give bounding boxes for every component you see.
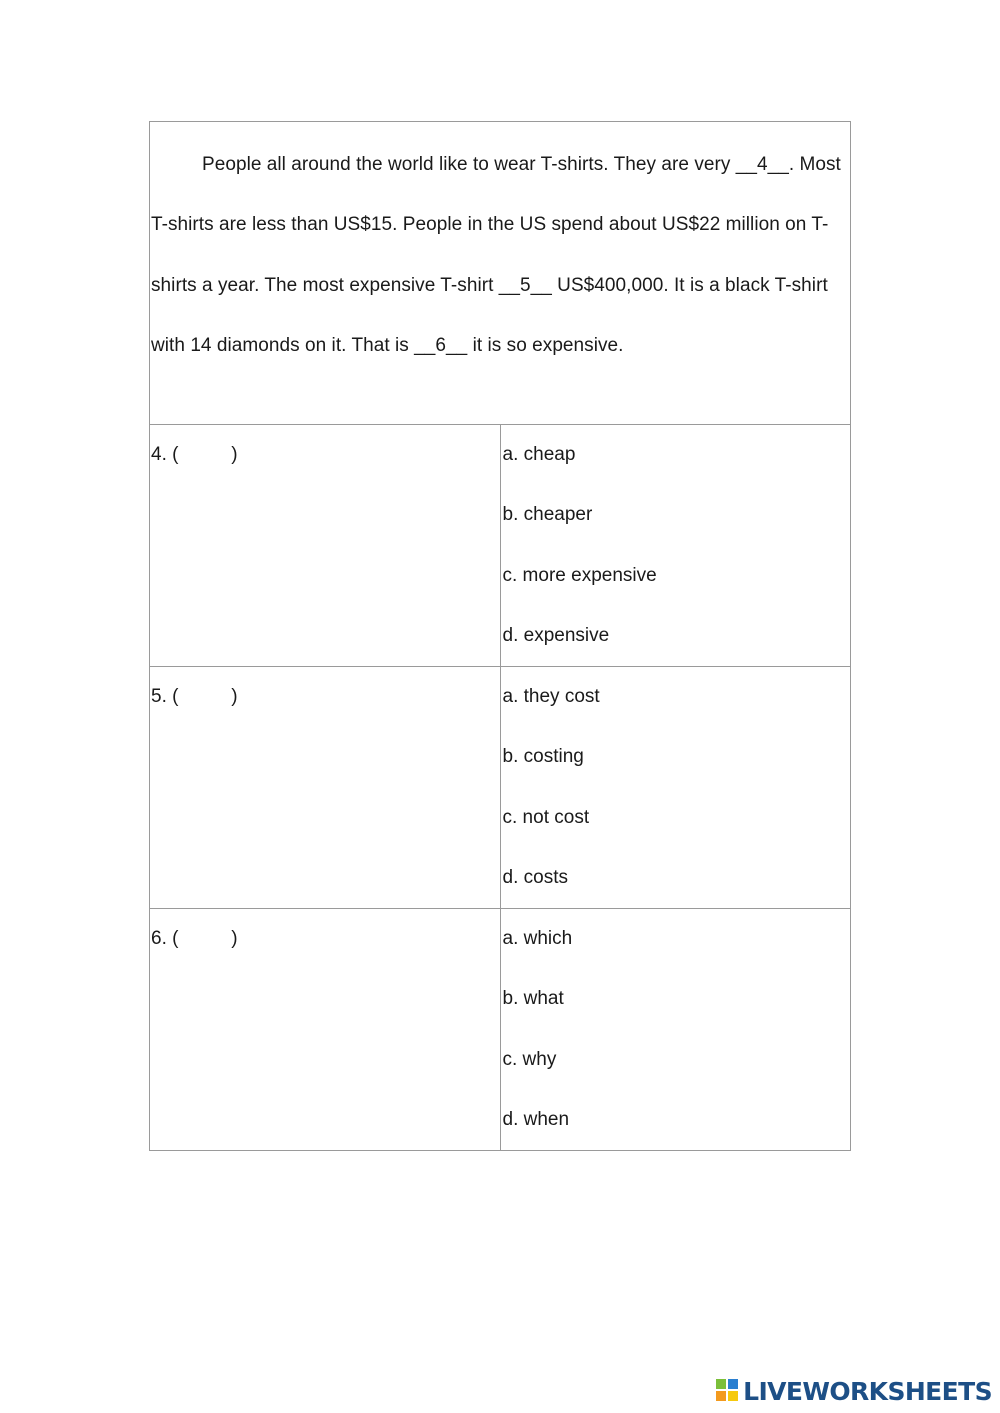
logo-square bbox=[728, 1379, 738, 1389]
option-item[interactable]: a. they cost bbox=[502, 686, 600, 707]
logo-square bbox=[728, 1391, 738, 1401]
option-item[interactable]: d. costs bbox=[502, 866, 568, 888]
option-item[interactable]: b. what bbox=[502, 988, 564, 1010]
logo-square bbox=[716, 1391, 726, 1401]
logo-square bbox=[716, 1379, 726, 1389]
options-list bbox=[501, 667, 851, 895]
reading-passage: People all around the world like to wear T-shirts. They are very __4__. Most T-shirts are less than US$15. People in the US spend about US$22 million on T-shirts a year. The most expensive T-shirt __5__ US$400,000. It is a black T-shirt with 14 diamonds on it. That is __6__ it is so expensive. bbox=[151, 154, 841, 356]
option-item[interactable]: d. expensive bbox=[502, 624, 610, 646]
option-item[interactable]: d. when bbox=[502, 1108, 570, 1130]
option-item[interactable]: c. more expensive bbox=[502, 564, 657, 586]
options-list bbox=[501, 909, 851, 1137]
worksheet-table bbox=[149, 121, 851, 1151]
question-cell bbox=[150, 909, 501, 1151]
question-cell bbox=[150, 667, 501, 909]
question-row-4 bbox=[150, 425, 851, 667]
option-item[interactable]: b. costing bbox=[502, 746, 584, 768]
option-item[interactable]: c. why bbox=[502, 1048, 557, 1070]
liveworksheets-logo bbox=[716, 1377, 992, 1405]
question-5-label[interactable]: 5. ( ) bbox=[151, 686, 238, 707]
question-6-label[interactable]: 6. ( ) bbox=[151, 928, 238, 949]
question-cell bbox=[150, 425, 501, 667]
options-list bbox=[501, 425, 851, 653]
options-cell bbox=[500, 425, 851, 667]
option-item[interactable]: a. which bbox=[502, 928, 573, 949]
passage-cell bbox=[150, 122, 851, 425]
option-item[interactable]: a. cheap bbox=[502, 444, 576, 465]
liveworksheets-logo-icon bbox=[716, 1379, 740, 1403]
question-4-label[interactable]: 4. ( ) bbox=[151, 444, 238, 465]
option-item[interactable]: c. not cost bbox=[502, 806, 590, 828]
options-cell bbox=[500, 909, 851, 1151]
options-cell bbox=[500, 667, 851, 909]
question-row-5 bbox=[150, 667, 851, 909]
logo-text: LIVEWORKSHEETS bbox=[743, 1376, 992, 1406]
option-item[interactable]: b. cheaper bbox=[502, 504, 593, 526]
question-row-6 bbox=[150, 909, 851, 1151]
